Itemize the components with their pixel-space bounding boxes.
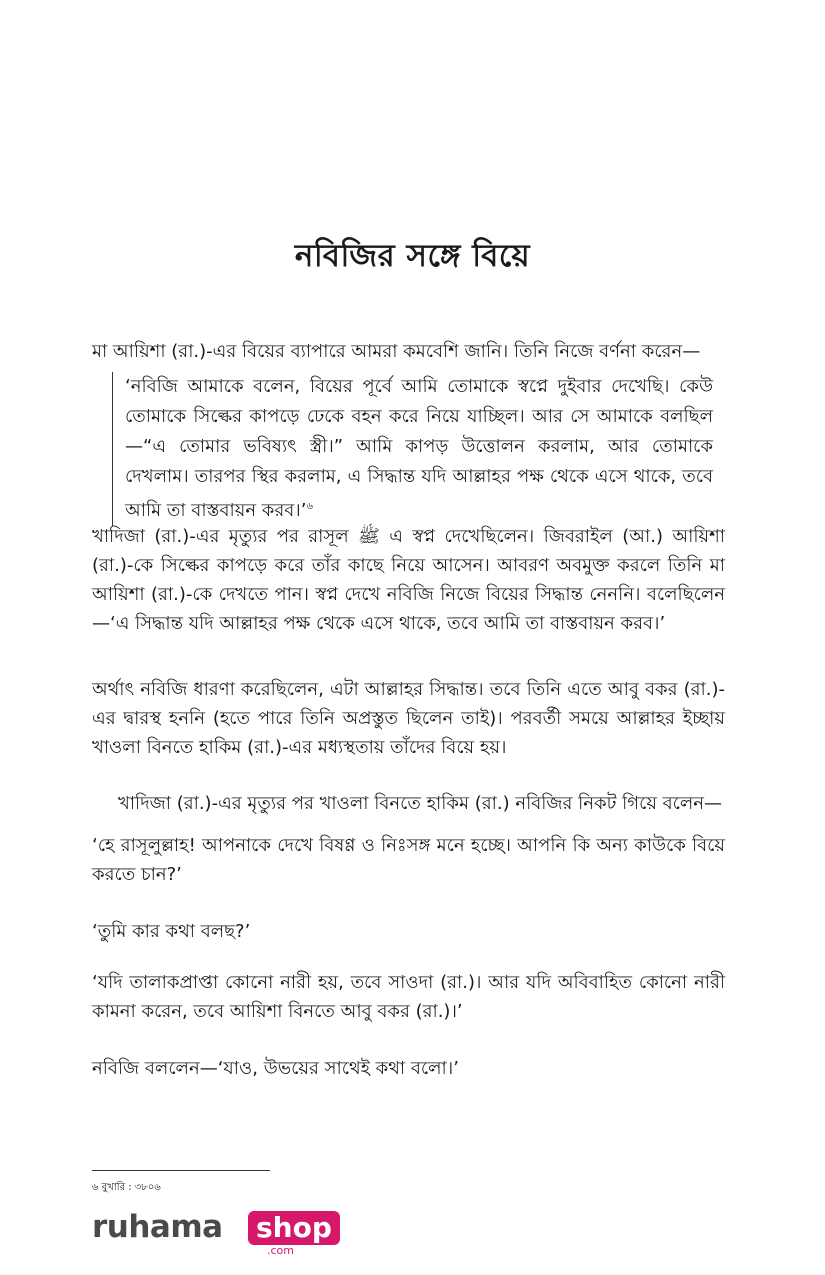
- logo-ruhama-text: ruhama: [92, 1209, 223, 1245]
- logo-shop-badge: shop: [248, 1211, 340, 1245]
- quote-text: ‘নবিজি আমাকে বলেন, বিয়ের পূর্বে আমি তোমাকে স্বপ্নে দুইবার দেখেছি। কেউ তোমাকে সিল্কের কাপড়ে ঢেকে বহন করে নিয়ে যাচ্ছিল। আর সে আমাকে বলছিল—“এ তোমার ভবিষ্যৎ স্ত্রী।” আমি কাপড় উত্তোলন করলাম, আর তোমাকে দেখলাম। তারপর স্থির করলাম, এ সিদ্ধান্ত যদি আল্লাহর পক্ষ থেকে এসে থাকে, তবে আমি তা বাস্তবায়ন করব।’: [125, 376, 713, 521]
- logo-com-text: .com: [267, 1244, 294, 1257]
- paragraph-final: নবিজি বললেন—‘যাও, উভয়ের সাথেই কথা বলো।’: [92, 1058, 459, 1079]
- paragraph-dream: খাদিজা (রা.)-এর মৃত্যুর পর রাসূল ﷺ এ স্বপ্ন দেখেছিলেন। জিবরাইল (আ.) আয়িশা (রা.)-কে সিল্কের কাপড়ে করে তাঁর কাছে নিয়ে আসেন। আবরণ অবমুক্ত করলে তিনি মা আয়িশা (রা.)-কে দেখতে পান। স্বপ্ন দেখে নবিজি নিজে বিয়ের সিদ্ধান্ত নেননি। বলেছিলেন—‘এ সিদ্ধান্ত যদি আল্লাহর পক্ষ থেকে এসে থাকে, তবে আমি তা বাস্তবায়ন করব।’: [92, 526, 725, 634]
- paragraph-question: ‘হে রাসূলুল্লাহ! আপনাকে দেখে বিষণ্ণ ও নিঃসঙ্গ মনে হচ্ছে। আপনি কি অন্য কাউকে বিয়ে করতে চান?’: [92, 835, 725, 885]
- paragraph-khawla: খাদিজা (রা.)-এর মৃত্যুর পর খাওলা বিনতে হাকিম (রা.) নবিজির নিকট গিয়ে বলেন—: [118, 793, 723, 814]
- chapter-title: নবিজির সঙ্গে বিয়ে: [294, 238, 531, 274]
- footnote: ৬ বুখারি : ৩৮০৬: [92, 1182, 161, 1193]
- paragraph-decision: অর্থাৎ নবিজি ধারণা করেছিলেন, এটা আল্লাহর সিদ্ধান্ত। তবে তিনি এতে আবু বকর (রা.)-এর দ্বারস্থ হননি (হতে পারে তিনি অপ্রস্তুত ছিলেন তাই)। পরবর্তী সময়ে আল্লাহর ইচ্ছায় খাওলা বিনতে হাকিম (রা.)-এর মধ্যস্থতায় তাঁদের বিয়ে হয়।: [92, 679, 725, 758]
- intro-paragraph: মা আয়িশা (রা.)-এর বিয়ের ব্যাপারে আমরা কমবেশি জানি। তিনি নিজে বর্ণনা করেন—: [92, 341, 701, 362]
- paragraph-answer: ‘যদি তালাকপ্রাপ্তা কোনো নারী হয়, তবে সাওদা (রা.)। আর যদি অবিবাহিত কোনো নারী কামনা করেন, তবে আয়িশা বিনতে আবু বকর (রা.)।’: [92, 972, 725, 1022]
- footnote-marker: ৬: [306, 501, 313, 512]
- quote-block: [112, 372, 713, 526]
- footnote-divider: [92, 1170, 270, 1171]
- paragraph-reply: ‘তুমি কার কথা বলছ?’: [92, 921, 251, 942]
